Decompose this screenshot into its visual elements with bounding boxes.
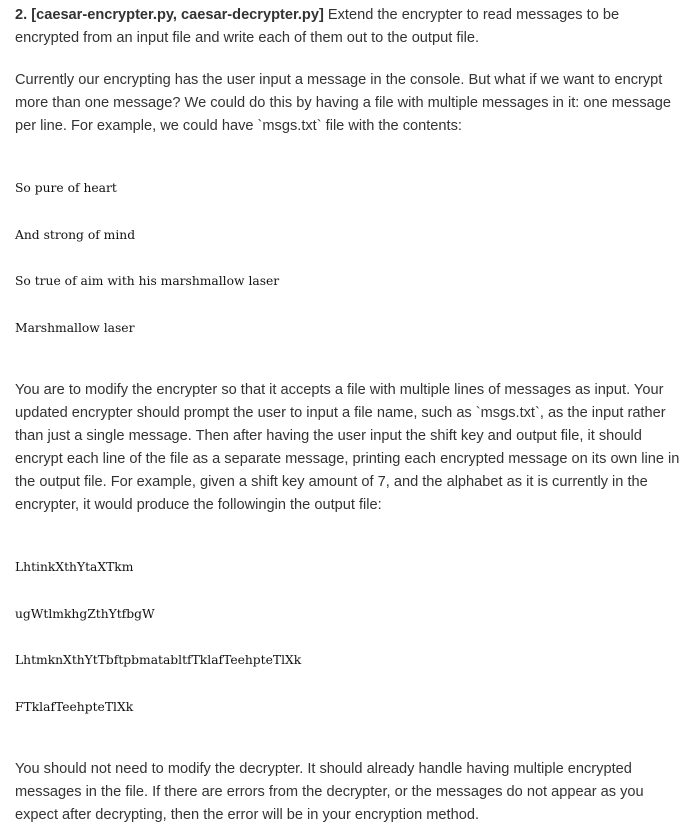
input-line: So pure of heart bbox=[15, 181, 117, 195]
input-line: Marshmallow laser bbox=[15, 320, 135, 335]
question-heading bbox=[15, 4, 687, 50]
output-file-example bbox=[15, 529, 687, 746]
output-line: FTklafTeehpteTlXk bbox=[15, 699, 134, 714]
intro-paragraph: Currently our encrypting has the user input a message in the console. But what if we want to encrypt more than one message? We could do this by having a file with multiple messages in it: one message per line. For example, we could have `msgs.txt` file with the contents: bbox=[15, 72, 671, 134]
input-file-example bbox=[15, 150, 687, 367]
question-title: Extend the encrypter to read messages to be encrypted from an input file and write each of them out to the output file. bbox=[15, 7, 620, 46]
question-number: 2. bbox=[15, 7, 28, 23]
question-files: [caesar-encrypter.py, caesar-decrypter.py] bbox=[31, 7, 324, 23]
assignment-question bbox=[15, 4, 687, 827]
input-line: So true of aim with his marshmallow laser bbox=[15, 274, 280, 288]
task-paragraph: You are to modify the encrypter so that it accepts a file with multiple lines of messages as input. Your updated encrypter should prompt the user to input a file name, such as `msgs.txt`, as the input rather than just a single message. Then after having the user input the shift key and output file, it should encrypt each line of the file as a separate message, printing each encrypted message on its own line in the output file. For example, given a shift key amount of 7, and the alphabet as it is currently in the encrypter, it would produce the followingin the output file: bbox=[15, 382, 680, 513]
closing-paragraph: You should not need to modify the decrypter. It should already handle having multiple encrypted messages in the file. If there are errors from the decrypter, or the messages do not appear as you expect after decrypting, then the error will be in your encryption method. bbox=[15, 761, 644, 823]
output-line: ugWtlmkhgZthYtfbgW bbox=[15, 606, 155, 621]
output-line: LhtinkXthYtaXTkm bbox=[15, 560, 134, 574]
input-line: And strong of mind bbox=[15, 227, 136, 242]
output-line: LhtmknXthYtTbftpbmatabltfTklafTeehpteTlXk bbox=[15, 653, 302, 667]
